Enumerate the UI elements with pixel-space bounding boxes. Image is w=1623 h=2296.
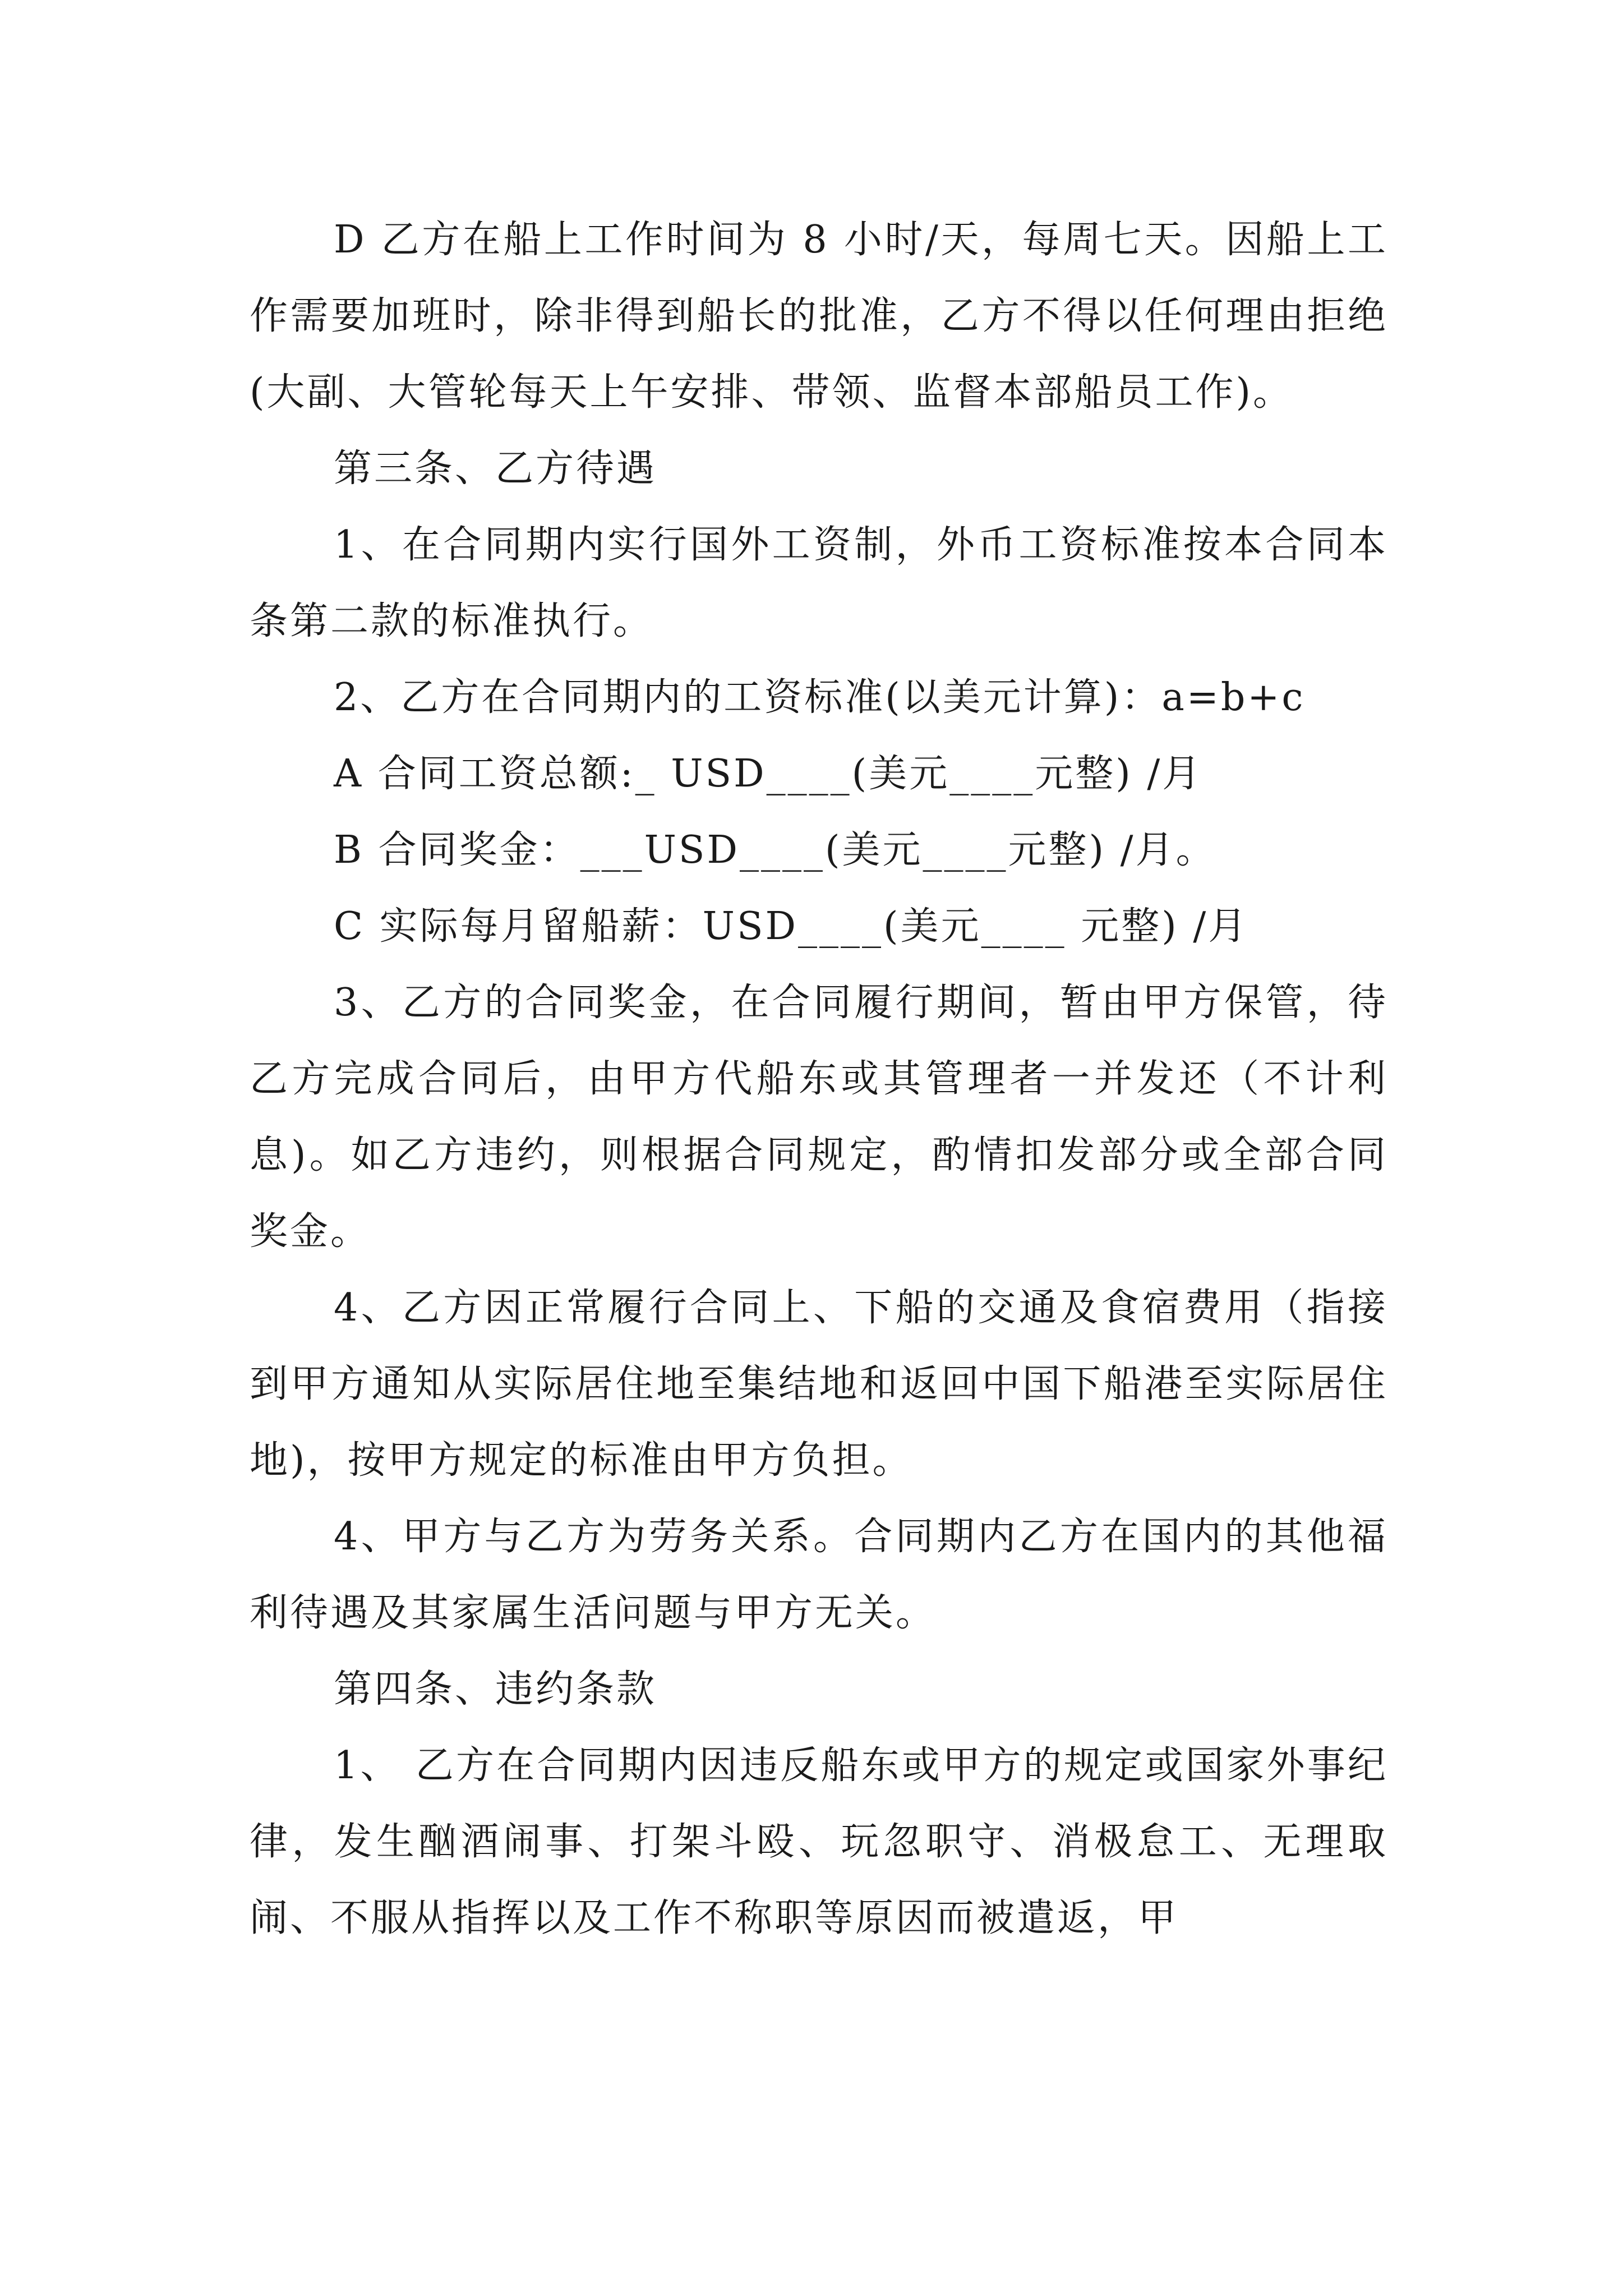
- line-contract-bonus: B 合同奖金：___USD____(美元____元整) /月。: [334, 828, 1216, 872]
- line-onboard-salary: C 实际每月留船薪：USD____(美元____ 元整) /月: [334, 904, 1249, 949]
- paragraph-wage-standard: 2、乙方在合同期内的工资标准(以美元计算)：a=b+c: [334, 675, 1306, 720]
- line-total-wage: A 合同工资总额:_ USD____(美元____元整) /月: [334, 752, 1203, 796]
- paragraph-wage-system: 1、在合同期内实行国外工资制，外币工资标准按本合同本条第二款的标准执行。: [250, 523, 1388, 643]
- document-page: [250, 202, 1388, 1957]
- section-heading-article-3: 第三条、乙方待遇: [334, 447, 657, 491]
- paragraph-breach-terms: 1、 乙方在合同期内因违反船东或甲方的规定或国家外事纪律，发生酗酒闹事、打架斗殴、玩忽职守、消极怠工、无理取闹、不服从指挥以及工作不称职等原因而被遣返，甲: [250, 1743, 1388, 1940]
- paragraph-bonus-custody: 3、乙方的合同奖金，在合同履行期间，暂由甲方保管，待乙方完成合同后，由甲方代船东或其管理者一并发还（不计利息)。如乙方违约，则根据合同规定，酌情扣发部分或全部合同奖金。: [250, 981, 1388, 1254]
- paragraph-travel-expenses: 4、乙方因正常履行合同上、下船的交通及食宿费用（指接到甲方通知从实际居住地至集结地和返回中国下船港至实际居住地)，按甲方规定的标准由甲方负担。: [250, 1286, 1388, 1483]
- paragraph-working-hours: D 乙方在船上工作时间为 8 小时/天，每周七天。因船上工作需要加班时，除非得到船长的批准，乙方不得以任何理由拒绝(大副、大管轮每天上午安排、带领、监督本部船员工作)。: [250, 218, 1388, 415]
- paragraph-labor-relation: 4、甲方与乙方为劳务关系。合同期内乙方在国内的其他福利待遇及其家属生活问题与甲方无关。: [250, 1515, 1388, 1635]
- section-heading-article-4: 第四条、违约条款: [334, 1667, 657, 1711]
